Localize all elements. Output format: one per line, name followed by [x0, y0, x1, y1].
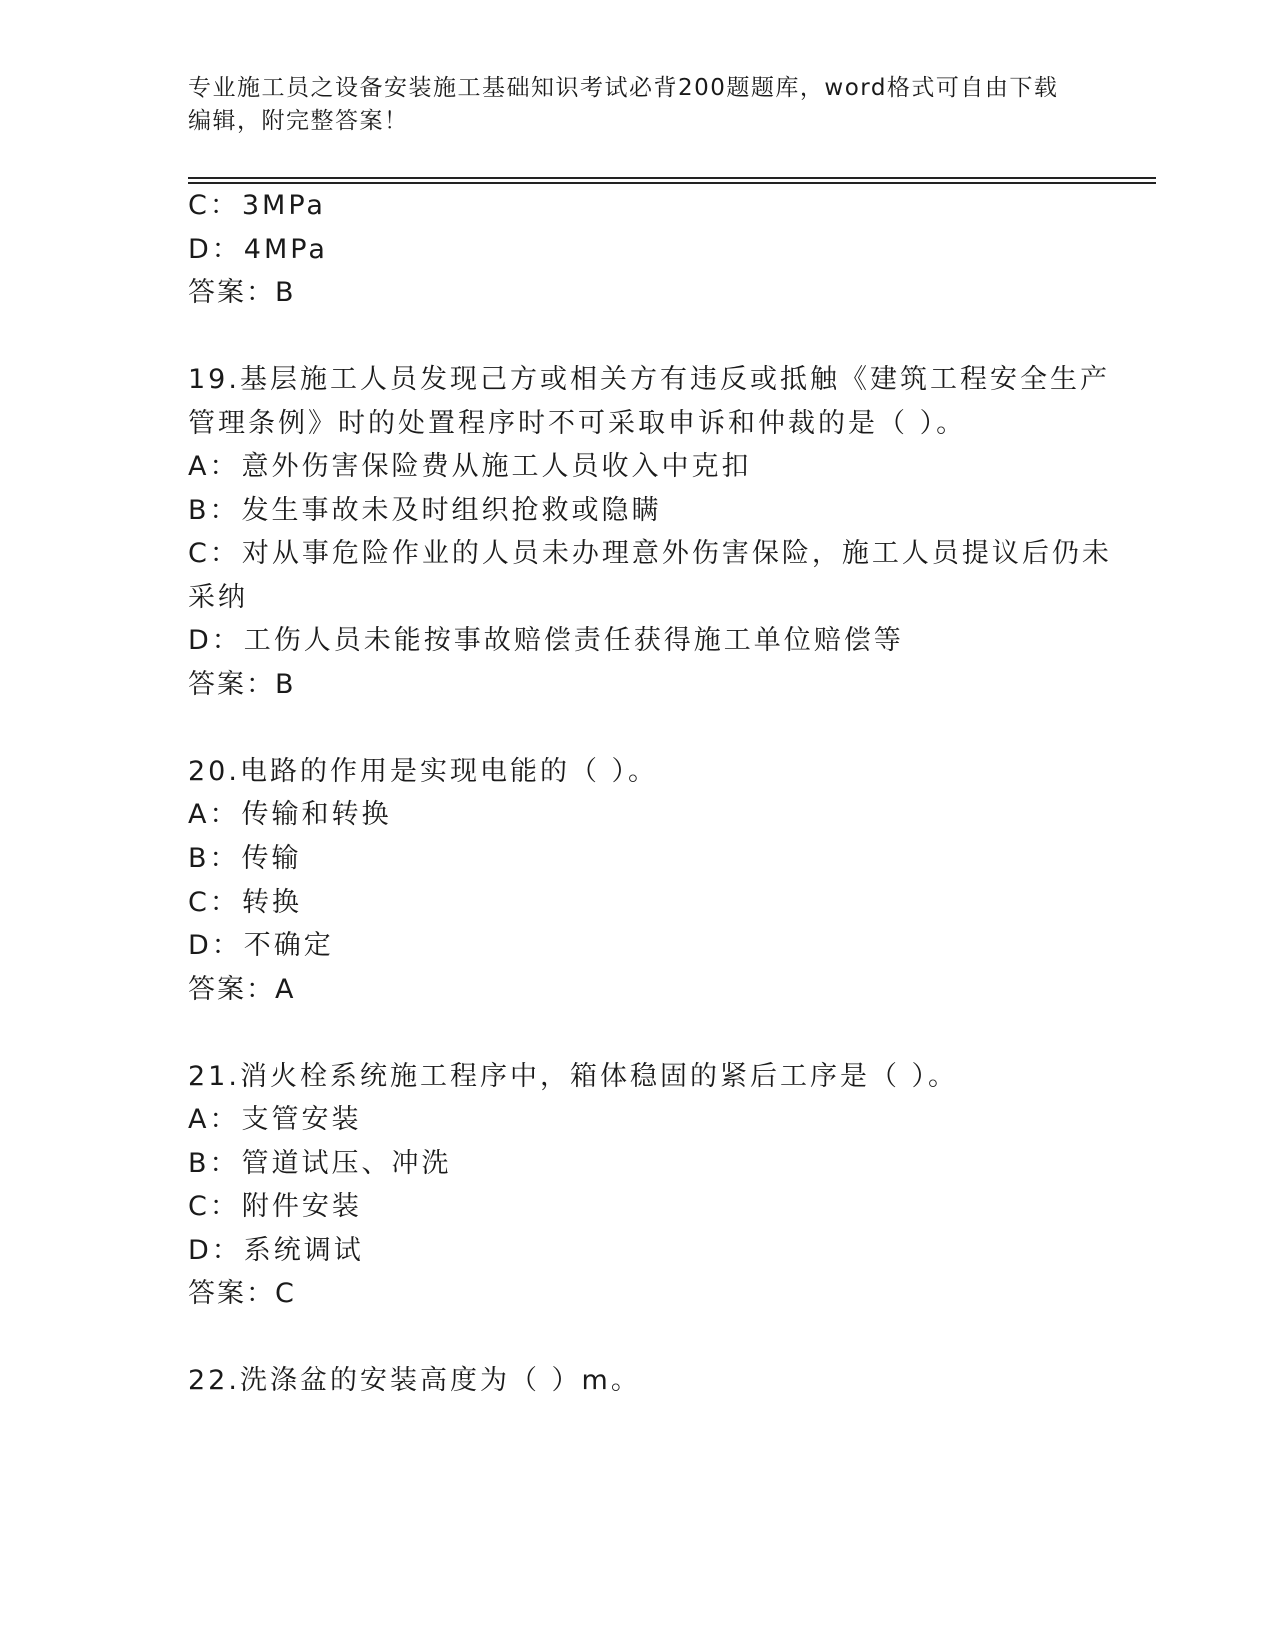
answer-line: 答案：A	[188, 974, 296, 1005]
question-19-line-1: 19.基层施工人员发现己方或相关方有违反或抵触《建筑工程安全生产	[188, 364, 1110, 395]
answer-line: 答案：B	[188, 277, 296, 308]
option-a: A：传输和转换	[188, 799, 392, 830]
option-c: C：3MPa	[188, 190, 326, 221]
option-d: D：4MPa	[188, 234, 328, 265]
header-line-1: 专业施工员之设备安装施工基础知识考试必背200题题库，word格式可自由下载	[188, 75, 1059, 101]
option-c: C：附件安装	[188, 1191, 362, 1222]
header-divider-top	[188, 177, 1156, 179]
question-20: 20.电路的作用是实现电能的（ ）。	[188, 756, 659, 787]
option-d: D：系统调试	[188, 1235, 364, 1266]
document-header	[188, 72, 1088, 138]
answer-line: 答案：C	[188, 1278, 296, 1309]
question-19-line-2: 管理条例》时的处置程序时不可采取申诉和仲裁的是（ ）。	[188, 408, 967, 439]
option-c: C：转换	[188, 887, 302, 918]
question-21: 21.消火栓系统施工程序中，箱体稳固的紧后工序是（ ）。	[188, 1061, 959, 1092]
question-22: 22.洗涤盆的安装高度为（ ）m。	[188, 1365, 641, 1396]
header-divider-bottom	[188, 182, 1156, 184]
option-a: A：支管安装	[188, 1104, 362, 1135]
header-line-2: 编辑，附完整答案！	[188, 108, 409, 134]
option-a: A：意外伤害保险费从施工人员收入中克扣	[188, 451, 752, 482]
option-b: B：发生事故未及时组织抢救或隐瞒	[188, 495, 662, 526]
answer-line: 答案：B	[188, 669, 296, 700]
option-b: B：传输	[188, 843, 302, 874]
option-c-continued: 采纳	[188, 582, 248, 613]
option-d: D：工伤人员未能按事故赔偿责任获得施工单位赔偿等	[188, 625, 904, 656]
option-d: D：不确定	[188, 930, 334, 961]
option-b: B：管道试压、冲洗	[188, 1148, 452, 1179]
option-c: C：对从事危险作业的人员未办理意外伤害保险，施工人员提议后仍未	[188, 538, 1112, 569]
